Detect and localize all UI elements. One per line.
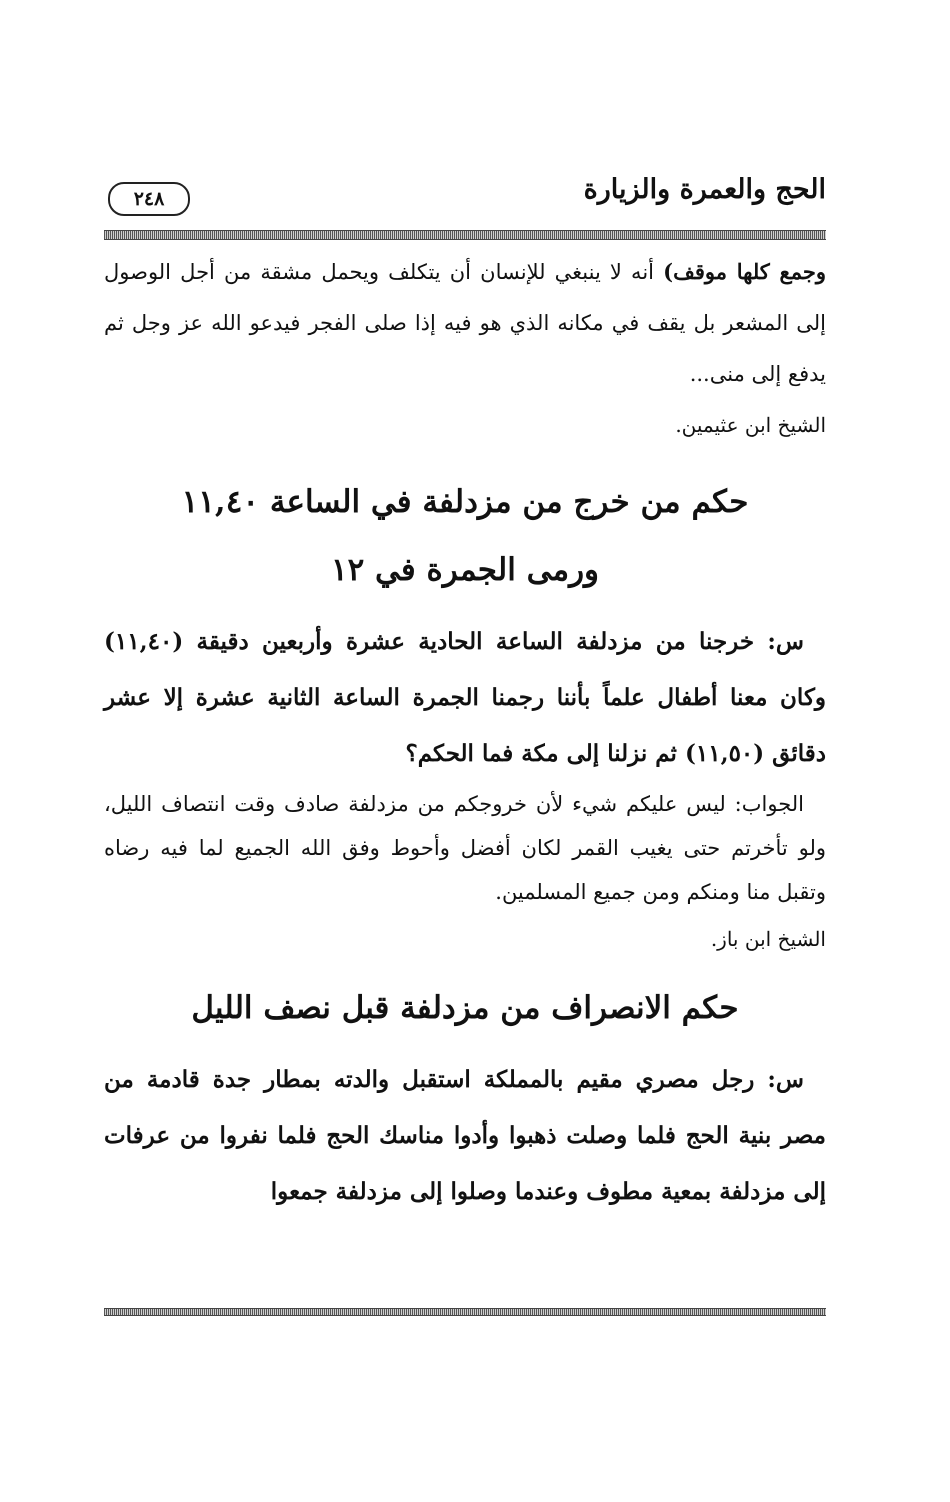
signature-ibn-uthaymeen: الشيخ ابن عثيمين. bbox=[675, 413, 826, 437]
section-1-heading-line-1: حكم من خرج من مزدلفة في الساعة ١١,٤٠ bbox=[181, 484, 749, 520]
header-rule bbox=[104, 230, 826, 240]
continuation-paragraph bbox=[104, 246, 826, 400]
footer-rule bbox=[104, 1308, 826, 1316]
section-1-question: س: خرجنا من مزدلفة الساعة الحادية عشرة وأربعين دقيقة (١١,٤٠) وكان معنا أطفال علماً بأننا رجمنا الجمرة الساعة الثانية عشرة إلا عشر دقائق (١١,٥٠) ثم نزلنا إلى مكة فما الحكم؟ bbox=[104, 628, 826, 767]
continuation-text: أنه لا ينبغي للإنسان أن يتكلف ويحمل مشقة من أجل الوصول إلى المشعر بل يقف في مكانه الذي هو فيه إذا صلى الفجر فيدعو الله عز وجل ثم يدفع إلى منى... bbox=[104, 260, 826, 386]
section-1-answer: الجواب: ليس عليكم شيء لأن خروجكم من مزدلفة صادف وقت انتصاف الليل، ولو تأخرتم حتى يغيب القمر لكان أفضل وأحوط وفق الله الجميع لما فيه رضاه وتقبل منا ومنكم ومن جميع المسلمين. bbox=[104, 792, 826, 904]
running-header bbox=[104, 168, 826, 230]
page-content bbox=[104, 246, 826, 1220]
section-2-heading: حكم الانصراف من مزدلفة قبل نصف الليل bbox=[191, 990, 739, 1026]
section-1-heading-line-2: ورمى الجمرة في ١٢ bbox=[330, 552, 600, 588]
book-title: الحج والعمرة والزيارة bbox=[583, 174, 826, 205]
continuation-lead: وجمع كلها موقف) bbox=[663, 259, 826, 284]
book-page bbox=[104, 168, 826, 1328]
signature-ibn-baz: الشيخ ابن باز. bbox=[710, 927, 826, 951]
page-number-badge: ٢٤٨ bbox=[108, 182, 190, 216]
section-2-question: س: رجل مصري مقيم بالمملكة استقبل والدته بمطار جدة قادمة من مصر بنية الحج فلما وصلت ذهبوا وأدوا مناسك الحج فلما نفروا من عرفات إلى مزدلفة بمعية مطوف وعندما وصلوا إلى مزدلفة جمعوا bbox=[104, 1066, 826, 1205]
